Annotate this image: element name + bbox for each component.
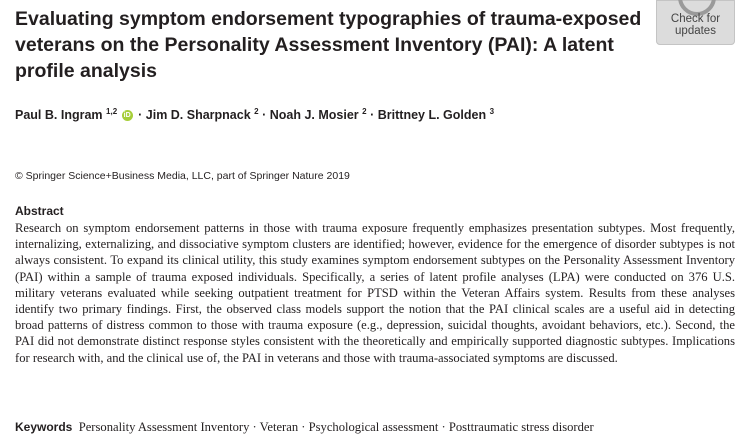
keywords-list: Personality Assessment Inventory · Veteran · Psychological assessment · Posttraumatic stress disorder (78, 420, 594, 434)
author-affiliation: 1,2 (106, 107, 118, 116)
copyright-notice: © Springer Science+Business Media, LLC, part of Springer Nature 2019 (15, 170, 350, 182)
author-name[interactable]: Noah J. Mosier (269, 108, 359, 123)
orcid-icon[interactable]: iD (123, 112, 131, 120)
abstract-heading: Abstract (15, 204, 64, 218)
author-separator: · (138, 108, 143, 123)
author-affiliation: 3 (489, 107, 495, 116)
author-separator: · (262, 108, 267, 123)
author-name[interactable]: Brittney L. Golden (377, 108, 487, 123)
author-name[interactable]: Paul B. Ingram (15, 108, 103, 123)
paper-title: Evaluating symptom endorsement typographies of trauma-exposed veterans on the Personality Assessment Inventory (PAI): A latent profile analysis (15, 8, 642, 82)
author-affiliation: 2 (362, 107, 367, 116)
check-for-updates-button[interactable] (656, 0, 735, 45)
keywords-label: Keywords (15, 420, 73, 434)
check-for-updates-label: Check for updates (670, 13, 721, 37)
author-list (15, 107, 735, 122)
author-separator: · (370, 108, 375, 123)
author-name[interactable]: Jim D. Sharpnack (145, 108, 251, 123)
author-affiliation: 2 (254, 107, 259, 116)
keywords-line (15, 420, 735, 435)
abstract-text: Research on symptom endorsement patterns in those with trauma exposure frequently emphasizes presentation subtypes. Most frequently, internalizing, externalizing, and dissociative symptom clusters are identified; however, evidence for the emergence of disorder subtypes is not always consistent. To expand its clinical utility, this study examines symptom endorsement subtypes on the Personality Assessment Inventory (PAI) within a sample of trauma exposed individuals. Specifically, a series of latent profile analyses (LPA) were conducted on 376 U.S. military veterans evaluated while seeking outpatient treatment for PTSD within the Veteran Affairs system. Results from these analyses identify two primary findings. First, the observed class models support the notion that the PAI clinical scales are a useful aid in detecting broad patterns of distress common to those with trauma exposure (e.g., depression, suicidal thoughts, avoidant behaviors, etc.). Second, the PAI did not demonstrate distinct response styles consistent with the theoretically and empirically supported diagnostic subtypes. Implications for research with, and the clinical use of, the PAI in veterans and those with trauma-associated symptoms are discussed. (15, 221, 735, 365)
